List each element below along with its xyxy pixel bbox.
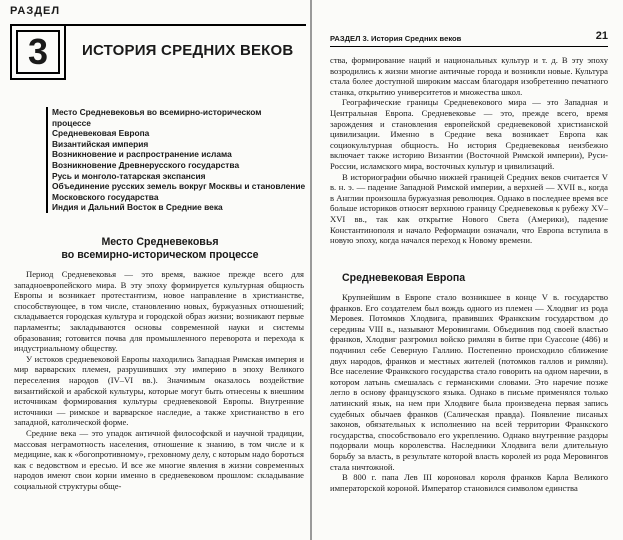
chapter-number: 3 <box>16 30 60 74</box>
header-rule <box>66 24 306 26</box>
section-heading-line: во всемирно-историческом процессе <box>61 249 259 261</box>
running-head-title: РАЗДЕЛ 3. История Средних веков <box>330 34 462 43</box>
paragraph: В историографии обычно нижней границей Средних веков считается V в. н. э. — падение Западной Римской империи, а верхней — XVII в., когда в Англии произошла буржуазная революция. Однако в последнее время все больше историков относят верхнюю границу Средневековья к рубежу XV–XVI вв., так как открытие Нового Света (Америки), падение Константинополя и начало Реформации означали, что Европа вступила в новую эпоху, когда начался переход к Новому времени. <box>330 171 608 246</box>
right-body-text-top <box>330 55 608 246</box>
left-body-text <box>14 269 304 491</box>
page-number: 21 <box>595 30 608 42</box>
paragraph: Географические границы Средневекового мира — это Западная и Центральная Европа. Средневековье — это, прежде всего, время зарождения и становления европейской средневековой христианской цивилизации. Именно в Средние века возникает Европа как социокультурная общность. Но история Средневековья неизбежно включает также историю Византии (Восточной Римской империи), Руси-России, исламского мира, восточных культур и цивилизаций. <box>330 97 608 171</box>
toc-item: Место Средневековья во всемирно-историческом <box>52 107 262 117</box>
left-page <box>0 0 311 540</box>
toc-item: Византийская империя <box>52 138 149 149</box>
section-heading-line: Место Средневековья <box>101 236 219 248</box>
table-of-contents <box>46 107 310 213</box>
toc-item: Возникновение и распространение ислама <box>52 149 232 160</box>
chapter-title: ИСТОРИЯ СРЕДНИХ ВЕКОВ <box>82 42 294 59</box>
chapter-number-box <box>10 24 66 80</box>
toc-item: Средневековая Европа <box>52 128 150 139</box>
paragraph: Крупнейшим в Европе стало возникшее в конце V в. государство франков. Его создателем был вождь одного из племен — Хлодвиг из рода Меровея. Потомков Хлодвига, правивших Франкским государством до середины VIII в., называют Меровингами. Объединив под своей властью франков, Хлодвиг разгромил войско римлян в битве при Суассоне (486) и подчинил себе Северную Галлию. Постепенно происходило сближение двух народов, франков и местных жителей (потомков галлов и римлян). Все население Франкского государства стало говорить на одном наречии, в котором латынь смешалась с германскими словами. Это наречие позже легло в основу французского языка. Однако в письме применялся только латинский язык, на нем при Хлодвиге была произведена первая запись судебных обычаев франков (Салическая правда). Появление писаных законов, обязательных к исполнению на всей территории Франкского государства, способствовало его укреплению. Однако внутренние раздоры подорвали мощь королевства. Наследники Хлодвига вели длительную борьбу за власть, в результате которой власть королей из рода Меровингов стала ничтожной. <box>330 292 608 472</box>
right-page <box>312 0 623 540</box>
section-heading: Средневековая Европа <box>342 272 466 284</box>
toc-item: Возникновение Древнерусского государства <box>52 159 240 170</box>
section-heading <box>60 236 260 262</box>
paragraph: У истоков средневековой Европы находились Западная Римская империя и мир варварских племен, разрушивших эту империю в эпоху Великого переселения народов (IV–VI вв.). Значимым оказалось воздействие византийской и арабской культуры, которые могут быть отнесены к внешним источникам формирования культуры средневековой Европы. Внутренние источники — римское и варварское наследие, а также христианство в его западной, католической форме. <box>14 353 304 428</box>
paragraph: Средние века — это упадок античной философской и научной традиции, массовая неграмотность населения, отношение к знанию, в том числе и к медицине, как к «богопротивному», греховному делу, с которым надо бороться как с ведовством и ересью. И все же многие явления в жизни современных народов имеют свои корни именно в средневековом прошлом: складывание социальной структуры обще- <box>14 427 304 491</box>
right-body-text-bottom <box>330 292 608 493</box>
toc-item: процессе <box>52 117 91 128</box>
running-head <box>330 30 608 47</box>
paragraph: В 800 г. папа Лев III короновал короля франков Карла Великого императорской короной. Император становился символом единства <box>330 472 608 493</box>
toc-item: Индия и Дальний Восток в Средние века <box>52 202 223 213</box>
toc-item: Объединение русских земель вокруг Москвы и становление <box>52 181 306 192</box>
paragraph: Период Средневековья — это время, важное прежде всего для западноевропейского мира. В эту эпоху формируется культурная общность Европы и возникает протестантизм, новое направление в христианстве, способствующее, в том числе, становлению новых, буржуазных отношений; складывается городская культура и городской образ жизни; возникают первые парламенты; закладываются основы современной науки и системы образования; готовится почва для промышленного переворота и перехода к индустриальному обществу. <box>14 269 304 354</box>
section-label: РАЗДЕЛ <box>10 5 61 17</box>
toc-item: Русь и монголо-татарская экспансия <box>52 170 206 181</box>
paragraph: ства, формирование наций и национальных культур и т. д. В эту эпоху возродились к жизни многие античные города и возникли новые. Культура стала более доступной широким массам благодаря изобретению печатного станка, открытию университетов и множества школ. <box>330 55 608 97</box>
toc-item: Московского государства <box>52 191 159 202</box>
